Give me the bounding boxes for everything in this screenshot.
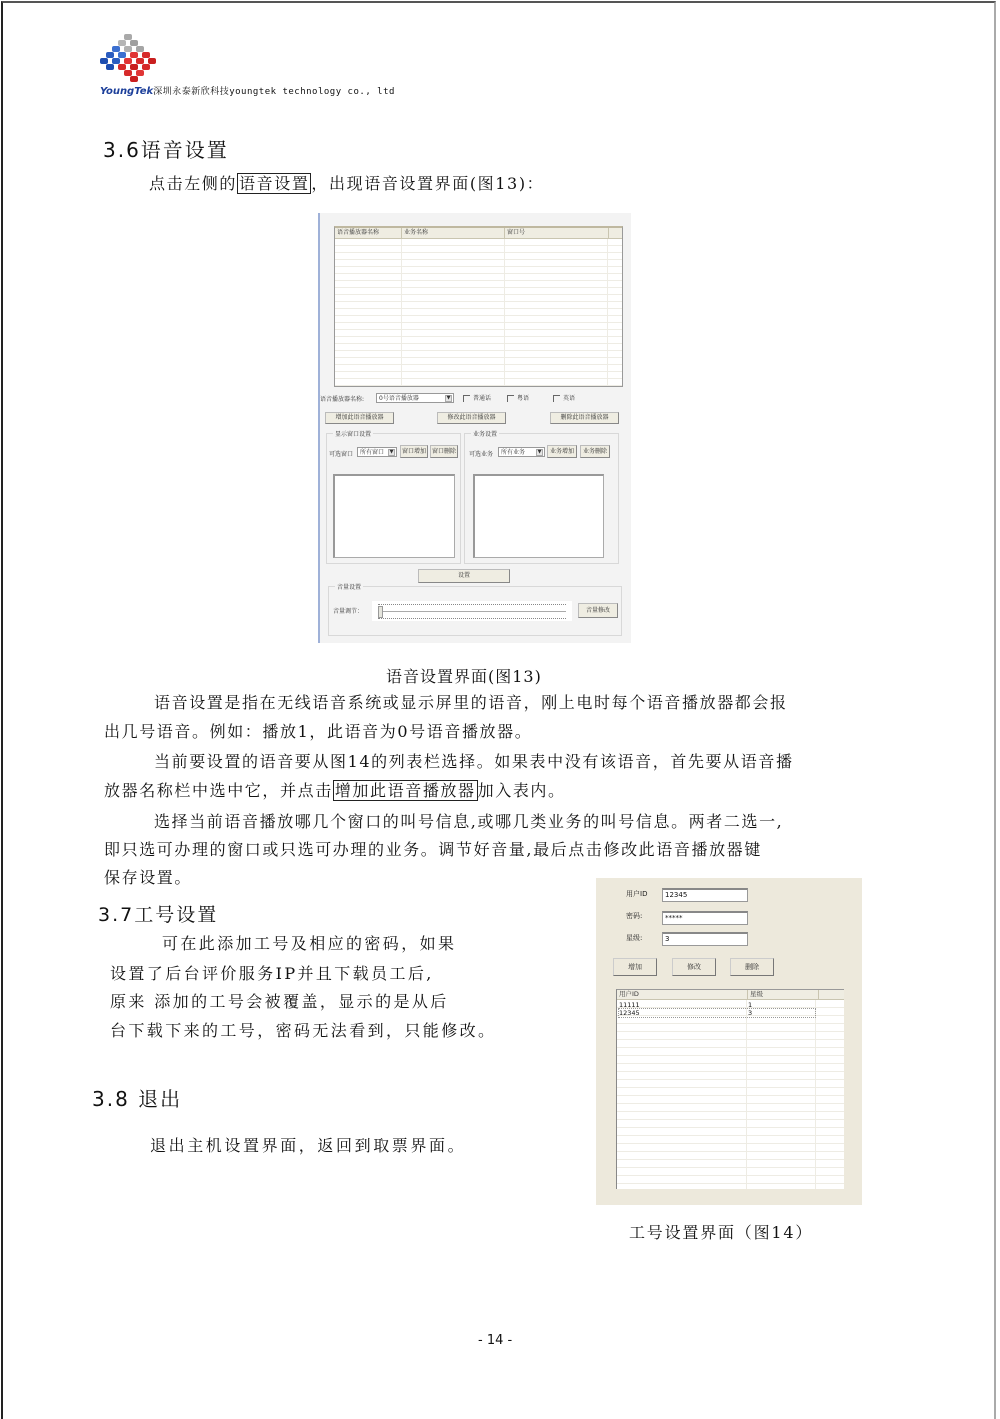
slider-ticks-top — [378, 604, 566, 606]
password-label: 密码: — [626, 912, 643, 920]
business-select-value: 所有业务 — [501, 449, 526, 456]
checkbox-icon[interactable] — [463, 395, 470, 402]
para3-line2: 即只选可办理的窗口或只选可办理的业务。调节好音量,最后点击修改此语音播放器键 — [104, 840, 762, 859]
business-settings-group — [464, 433, 619, 564]
row-1-star-level[interactable]: 1 — [748, 1001, 753, 1009]
row-1-user-id[interactable]: 11111 — [619, 1001, 640, 1009]
add-player-button[interactable]: 增加此语音播放器 — [325, 412, 394, 424]
language-label: 粤语 — [517, 395, 530, 402]
column-divider — [401, 239, 402, 386]
voice-settings-screenshot — [318, 213, 631, 643]
company-name: 深圳永泰新欣科技youngtek technology co., ltd — [153, 87, 395, 97]
business-select[interactable] — [498, 447, 545, 457]
page-number: - 14 - — [478, 1333, 513, 1348]
column-divider — [504, 239, 505, 386]
company-header-line — [100, 84, 395, 97]
para1-line2: 出几号语音。例如：播放1，此语音为0号语音播放器。 — [104, 722, 533, 741]
volume-modify-button[interactable]: 音量修改 — [578, 603, 618, 618]
window-listbox[interactable] — [333, 474, 455, 558]
language-label: 普通话 — [473, 395, 492, 402]
modify-employee-button[interactable]: 修改 — [672, 958, 716, 976]
add-window-button[interactable]: 窗口增加 — [400, 445, 428, 458]
volume-slider[interactable] — [372, 601, 572, 621]
business-settings-title: 业务设置 — [473, 431, 498, 438]
business-listbox[interactable] — [473, 474, 604, 558]
add-business-button[interactable]: 业务增加 — [547, 445, 577, 458]
voice-player-list-header — [335, 228, 622, 239]
employee-list[interactable] — [616, 989, 844, 1189]
employee-id-settings-screenshot — [596, 878, 862, 1205]
intro-prefix: 点击左侧的 — [149, 174, 238, 193]
section-3-7-line4: 台下载下来的工号，密码无法看到，只能修改。 — [110, 1021, 497, 1040]
column-extra[interactable] — [609, 228, 622, 238]
para2-line2 — [104, 777, 566, 805]
column-player-name[interactable]: 语音播放器名称 — [335, 228, 402, 238]
set-button[interactable]: 设置 — [418, 569, 510, 583]
para2-prefix: 放器名称栏中选中它，并点击 — [104, 781, 333, 800]
slider-track — [378, 611, 566, 612]
window-select[interactable] — [357, 447, 397, 457]
player-name-label: 语音播放器名称: — [320, 396, 365, 403]
section-3-8-text: 退出主机设置界面，返回到取票界面。 — [150, 1136, 467, 1155]
para3-line3: 保存设置。 — [104, 868, 193, 887]
delete-employee-button[interactable]: 删除 — [730, 958, 774, 976]
column-star-level[interactable]: 星级 — [748, 990, 819, 999]
voice-player-list[interactable] — [334, 226, 623, 387]
para2-line1: 当前要设置的语音要从图14的列表栏选择。如果表中没有该语音，首先要从语音播 — [154, 752, 794, 771]
column-divider — [746, 1000, 747, 1189]
brand-name: YoungTek — [100, 86, 154, 97]
password-input[interactable]: ***** — [662, 911, 748, 925]
add-player-reference: 增加此语音播放器 — [334, 781, 476, 800]
checkbox-icon[interactable] — [553, 395, 560, 402]
window-select-label: 可选窗口 — [329, 451, 354, 458]
language-label: 英语 — [563, 395, 576, 402]
employee-list-rows — [617, 1000, 844, 1189]
figure-14-caption: 工号设置界面（图14） — [629, 1223, 814, 1242]
section-3-7-line2: 设置了后台评价服务IP并且下载员工后, — [110, 964, 434, 983]
row-2-user-id[interactable]: 12345 — [619, 1009, 815, 1017]
slider-ticks-bottom — [378, 618, 566, 620]
employee-list-header — [617, 990, 844, 1000]
para2-suffix: 加入表内。 — [477, 781, 566, 800]
slider-thumb[interactable] — [378, 606, 383, 618]
column-extra[interactable] — [819, 990, 844, 999]
language-mandarin-checkbox[interactable] — [463, 393, 491, 402]
user-id-label: 用户ID — [626, 890, 648, 898]
language-cantonese-checkbox[interactable] — [507, 393, 529, 402]
column-business-name[interactable]: 业务名称 — [402, 228, 505, 238]
section-3-7-heading: 3.7工号设置 — [98, 904, 219, 926]
star-level-input[interactable]: 3 — [662, 932, 748, 946]
intro-suffix: ，出现语音设置界面(图13)： — [311, 174, 545, 193]
section-3-7-line1: 可在此添加工号及相应的密码，如果 — [162, 934, 457, 953]
add-employee-button[interactable]: 增加 — [613, 958, 657, 976]
window-settings-title: 显示窗口设置 — [335, 431, 372, 438]
section-3-7-line3: 原来 添加的工号会被覆盖，显示的是从后 — [110, 992, 449, 1011]
column-divider — [607, 239, 608, 386]
volume-settings-title: 音量设置 — [337, 584, 362, 591]
row-2-star-level[interactable]: 3 — [748, 1009, 753, 1017]
para1-line1: 语音设置是指在无线语音系统或显示屏里的语音，刚上电时每个语音播放器都会报 — [154, 693, 788, 712]
column-window-number[interactable]: 窗口号 — [505, 228, 609, 238]
figure-13-caption: 语音设置界面(图13) — [386, 667, 542, 686]
column-user-id[interactable]: 用户ID — [617, 990, 748, 999]
column-divider — [815, 1000, 816, 1189]
delete-business-button[interactable]: 业务删除 — [580, 445, 610, 458]
chevron-down-icon[interactable]: ▼ — [389, 449, 394, 455]
player-name-value: 0号语音播放器 — [379, 395, 419, 402]
delete-window-button[interactable]: 窗口删除 — [430, 445, 458, 458]
modify-player-button[interactable]: 修改此语音播放器 — [437, 412, 506, 424]
window-settings-group — [326, 433, 461, 564]
checkbox-icon[interactable] — [507, 395, 514, 402]
section-3-6-heading: 3.6语音设置 — [103, 138, 229, 162]
company-logo-icon — [100, 32, 162, 84]
section-3-6-intro — [149, 170, 544, 198]
volume-settings-group — [328, 586, 622, 636]
language-english-checkbox[interactable] — [553, 393, 575, 402]
player-name-select[interactable] — [376, 393, 454, 403]
business-select-label: 可选业务 — [469, 451, 494, 458]
delete-player-button[interactable]: 删除此语音播放器 — [550, 412, 619, 424]
para3-line1: 选择当前语音播放哪几个窗口的叫号信息,或哪几类业务的叫号信息。两者二选一, — [154, 812, 784, 831]
chevron-down-icon[interactable]: ▼ — [537, 449, 542, 455]
voice-settings-reference: 语音设置 — [239, 174, 310, 193]
volume-slider-label: 音量调节： — [333, 608, 364, 615]
star-level-label: 星级: — [626, 934, 643, 942]
voice-player-list-rows — [335, 239, 622, 386]
window-select-value: 所有窗口 — [360, 449, 385, 456]
user-id-input[interactable]: 12345 — [662, 888, 748, 902]
section-3-8-heading: 3.8 退出 — [92, 1087, 183, 1111]
chevron-down-icon[interactable]: ▼ — [446, 395, 451, 401]
